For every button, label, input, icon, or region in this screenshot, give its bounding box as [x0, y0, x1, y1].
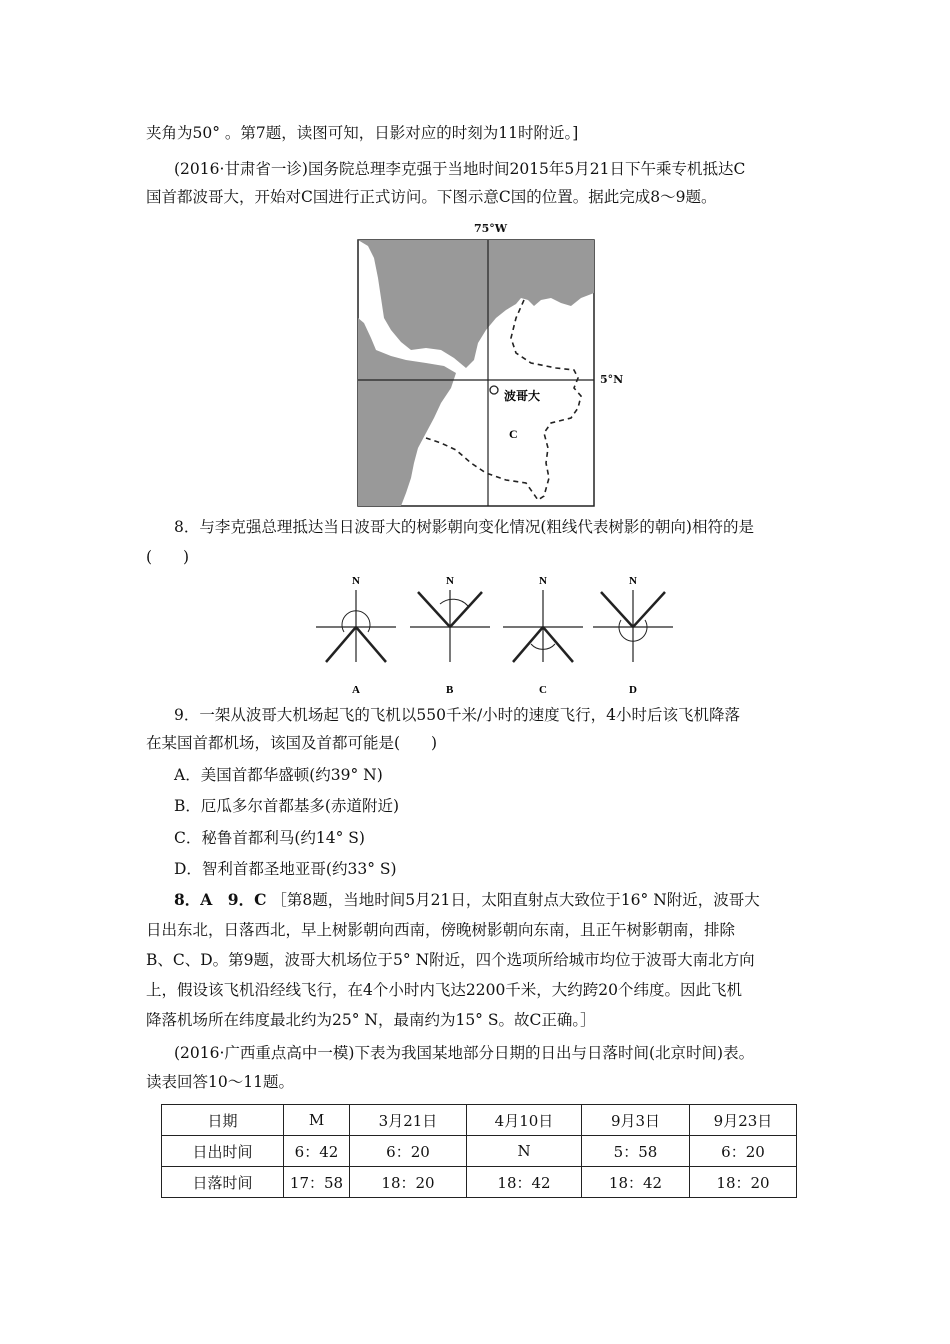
q9-choice-b: B．厄瓜多尔首都基多(赤道附近) — [174, 797, 399, 815]
table-cell: 5：58 — [582, 1136, 690, 1167]
answer-key: 8．A 9．C — [174, 890, 267, 909]
option-d — [593, 575, 673, 696]
svg-text:C: C — [539, 684, 547, 696]
longitude-label-top: 75°W — [474, 222, 508, 235]
svg-text:D: D — [629, 684, 637, 696]
intro-line-1: (2016·甘肃省一诊)国务院总理李克强于当地时间2015年5月21日下午乘专机抵达C — [174, 160, 746, 178]
table-cell: 3月21日 — [350, 1105, 467, 1136]
answer-tail-line: 夹角为50° 。第7题，读图可知，日影对应的时刻为11时附近。] — [146, 124, 579, 142]
svg-text:N: N — [539, 575, 547, 587]
answer-explanation-start: ［第8题，当地时间5月21日，太阳直射点大致位于16° N附近，波哥大 — [271, 891, 760, 909]
table-cell: 4月10日 — [467, 1105, 582, 1136]
answer-line-1 — [174, 890, 760, 910]
q9-line-1: 9．一架从波哥大机场起飞的飞机以550千米/小时的速度飞行，4小时后该飞机降落 — [174, 706, 741, 724]
bogota-marker — [490, 386, 498, 394]
answer-line-3: B、C、D。第9题，波哥大机场位于5° N附近，四个选项所给城市均位于波哥大南北方向 — [146, 951, 755, 969]
option-c — [503, 575, 583, 696]
sunrise-sunset-table — [161, 1104, 797, 1198]
table-cell: 18：42 — [582, 1167, 690, 1198]
table-cell: 18：42 — [467, 1167, 582, 1198]
intro2-line-2: 读表回答10～11题。 — [146, 1073, 294, 1091]
q9-choice-a: A．美国首都华盛顿(约39° N) — [174, 766, 383, 784]
table-cell: 日期 — [162, 1105, 284, 1136]
intro-line-2: 国首都波哥大，开始对C国进行正式访问。下图示意C国的位置。据此完成8～9题。 — [146, 188, 717, 206]
intro2-line-1: (2016·广西重点高中一模)下表为我国某地部分日期的日出与日落时间(北京时间)表。 — [174, 1044, 755, 1062]
table-cell: 9月3日 — [582, 1105, 690, 1136]
table-cell: N — [467, 1136, 582, 1167]
option-b — [410, 575, 490, 696]
country-label: C — [509, 427, 518, 441]
answer-line-5: 降落机场所在纬度最北约为25° N，最南约为15° S。故C正确。］ — [146, 1011, 596, 1029]
table-cell: 日出时间 — [162, 1136, 284, 1167]
q9-choice-c: C．秘鲁首都利马(约14° S) — [174, 829, 365, 847]
q8-line-1: 8．与李克强总理抵达当日波哥大的树影朝向变化情况(粗线代表树影的朝向)相符的是 — [174, 518, 754, 536]
svg-text:N: N — [629, 575, 637, 587]
table-cell: M — [284, 1105, 350, 1136]
q8-line-2: ( ) — [146, 548, 190, 566]
latitude-label: 5°N — [600, 373, 624, 386]
table-cell: 18：20 — [350, 1167, 467, 1198]
shadow-options-figure — [300, 572, 680, 697]
option-a — [316, 575, 396, 696]
answer-line-2: 日出东北，日落西北，早上树影朝向西南，傍晚树影朝向东南，且正午树影朝南，排除 — [146, 921, 736, 939]
q9-line-2: 在某国首都机场，该国及首都可能是( ) — [146, 734, 438, 752]
city-label: 波哥大 — [504, 389, 541, 403]
table-cell: 日落时间 — [162, 1167, 284, 1198]
table-row — [162, 1136, 797, 1167]
table-header-row — [162, 1105, 797, 1136]
table-cell: 6：20 — [350, 1136, 467, 1167]
svg-text:B: B — [446, 684, 454, 696]
table-cell: 6：20 — [690, 1136, 797, 1167]
table-cell: 6：42 — [284, 1136, 350, 1167]
svg-text:A: A — [352, 684, 360, 696]
table-cell: 9月23日 — [690, 1105, 797, 1136]
svg-text:N: N — [352, 575, 360, 587]
q9-choice-d: D．智利首都圣地亚哥(约33° S) — [174, 860, 397, 878]
table-row — [162, 1167, 797, 1198]
svg-text:N: N — [446, 575, 454, 587]
answer-line-4: 上，假设该飞机沿经线飞行，在4个小时内飞达2200千米，大约跨20个纬度。因此飞机 — [146, 981, 743, 999]
table-cell: 17：58 — [284, 1167, 350, 1198]
table-cell: 18：20 — [690, 1167, 797, 1198]
location-map — [356, 238, 616, 508]
